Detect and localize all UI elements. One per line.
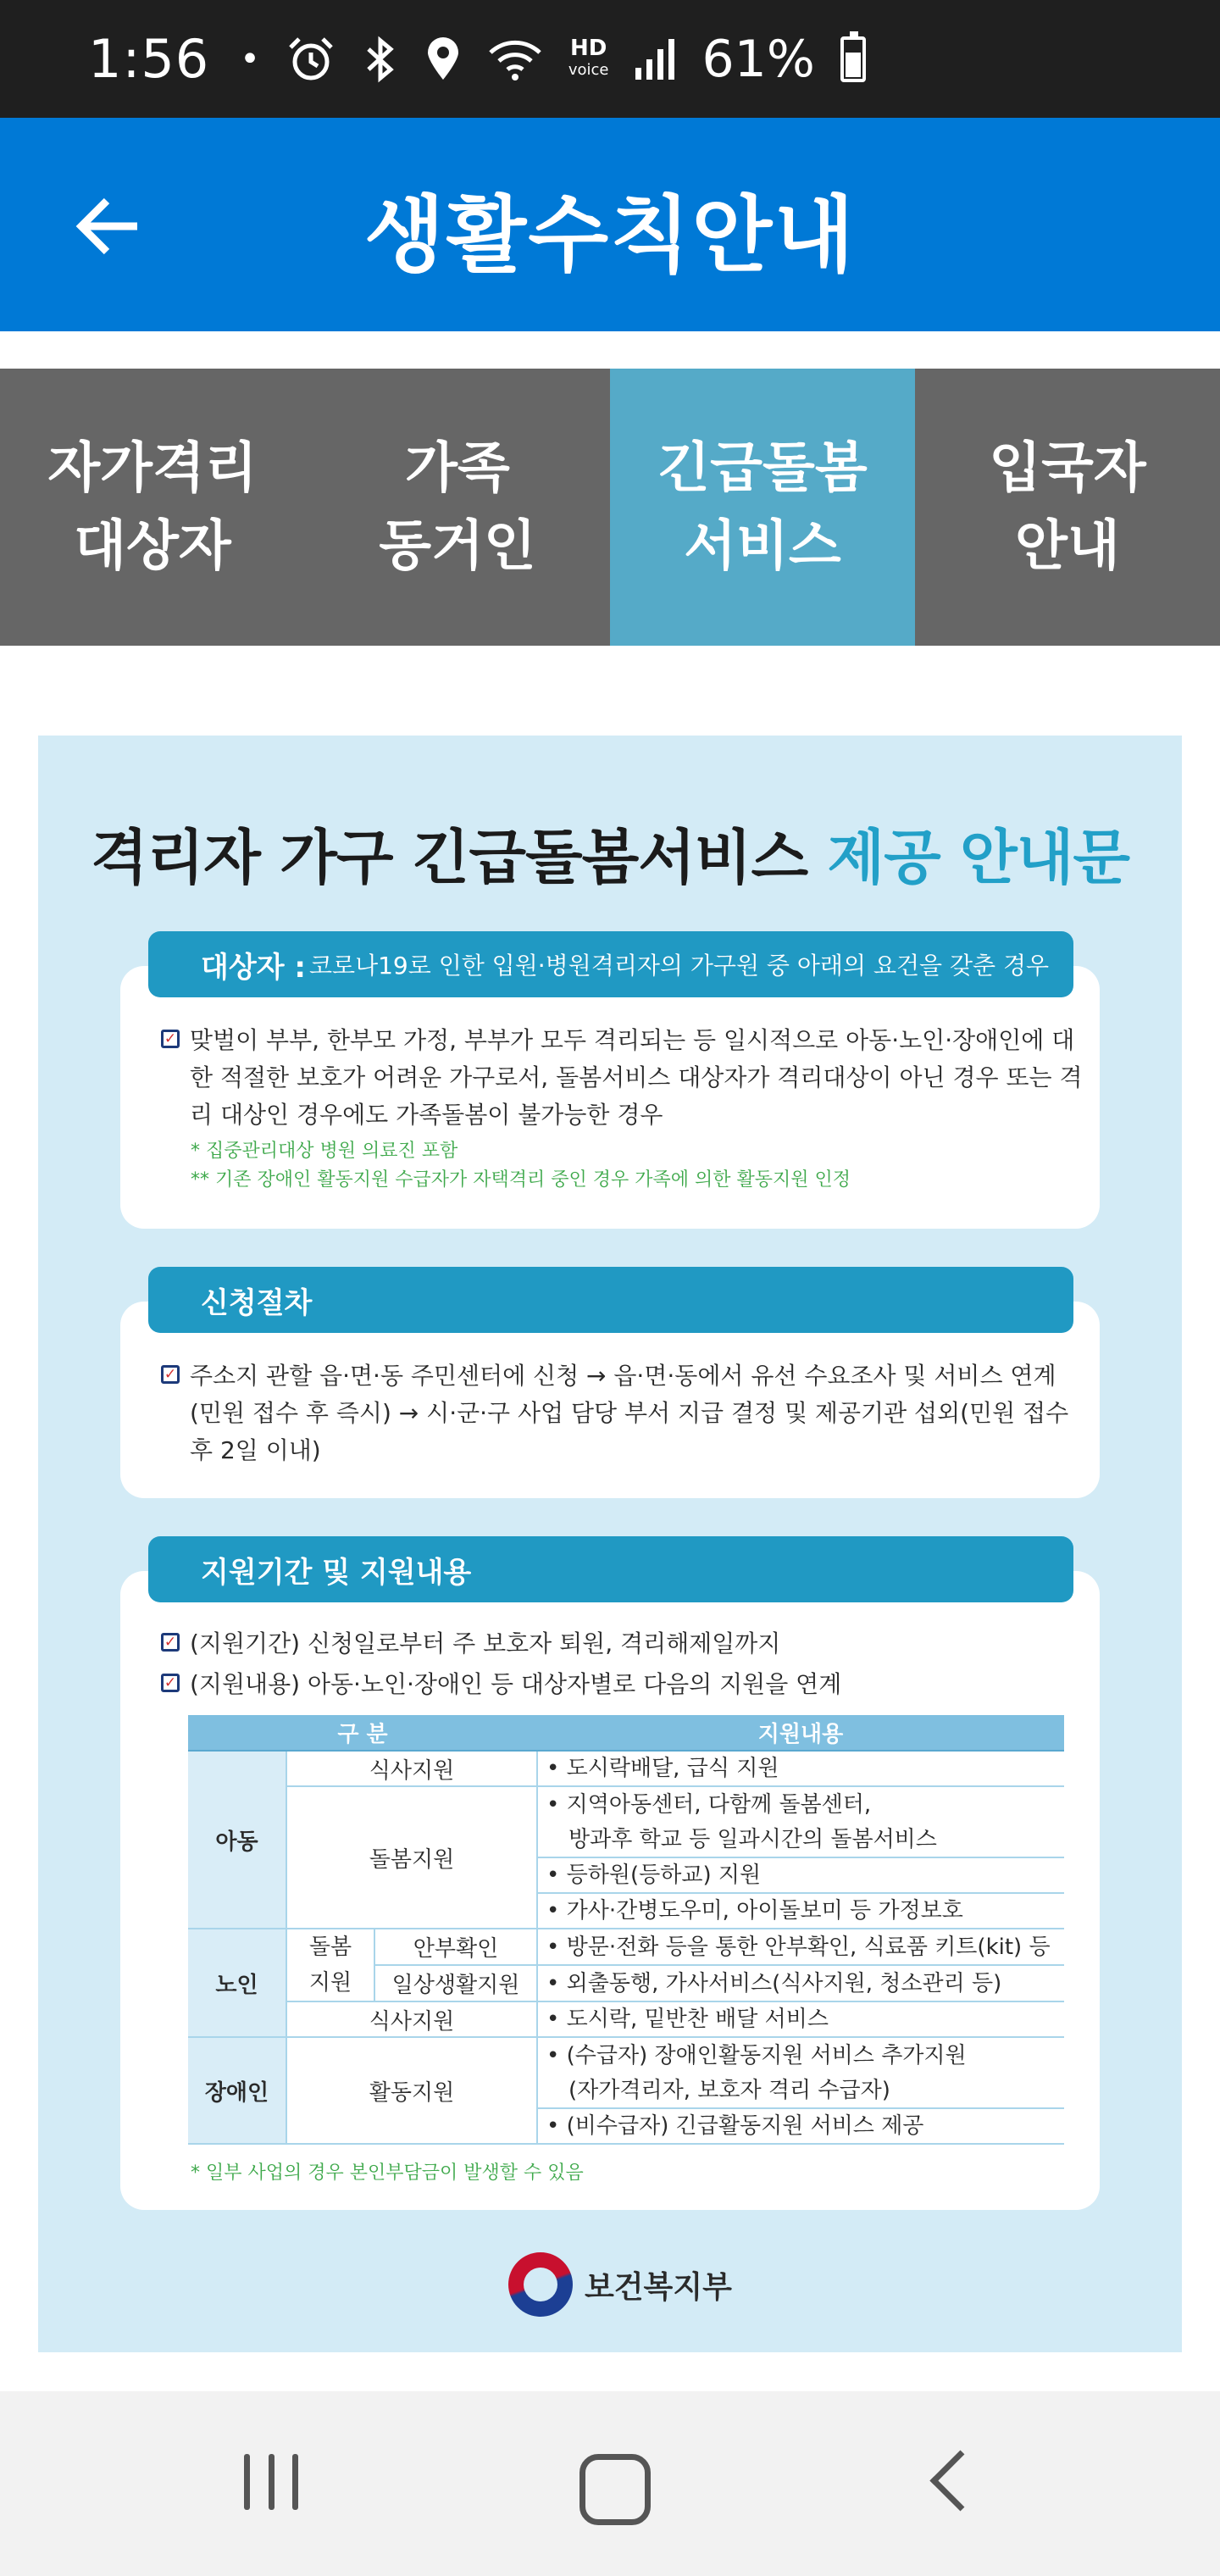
- wifi-icon: [487, 36, 543, 83]
- disabled-desc-2: (자가격리자, 보호자 격리 수급자): [537, 2073, 1064, 2108]
- battery-icon: [840, 36, 866, 82]
- procedure-heading: 신청절차: [148, 1267, 1073, 1333]
- tab-emergency-care[interactable]: 긴급돌봄 서비스: [610, 369, 915, 646]
- child-care-desc-2: 방과후 학교 등 일과시간의 돌봄서비스: [537, 1822, 1064, 1857]
- table-header-content: 지원내용: [537, 1715, 1064, 1751]
- back-nav-icon[interactable]: [915, 2451, 1000, 2518]
- page-title: 생활수칙안내: [363, 187, 856, 284]
- home-icon[interactable]: [568, 2451, 652, 2518]
- table-row: [188, 2037, 1064, 2073]
- group-disabled: 장애인: [188, 2037, 286, 2144]
- child-care: 돌봄지원: [286, 1786, 537, 1929]
- support-heading: 지원기간 및 지원내용: [148, 1536, 1073, 1602]
- status-icons: [240, 30, 866, 89]
- procedure-item: ✓ 주소지 관할 읍·면·동 주민센터에 신청 → 읍·면·동에서 유선 수요조사 및 서비스 연계 (민원 접수 후 즉시) → 시·군·구 사업 담당 부서 지급 결정 및 제공기관 섭외(민원 접수 후 2일 이내): [161, 1357, 1093, 1469]
- support-note: * 일부 사업의 경우 본인부담금이 발생할 수 있음: [191, 2162, 584, 2184]
- target-heading: [148, 931, 1073, 997]
- tab-self-quarantine[interactable]: 자가격리 대상자: [0, 369, 305, 646]
- target-heading-sub: 코로나19로 인한 입원·병원격리자의 가구원 중 아래의 요건을 갖춘 경우: [308, 952, 1050, 980]
- elderly-meal-desc: • 도시락, 밑반찬 배달 서비스: [537, 2001, 1064, 2037]
- support-table: [188, 1715, 1064, 2145]
- hd-sub-label: voice: [568, 60, 609, 79]
- checkbox-icon: ✓: [161, 1674, 180, 1692]
- notice-title-accent: 제공 안내문: [827, 823, 1130, 892]
- recents-icon[interactable]: [229, 2451, 313, 2518]
- taegeuk-emblem-icon: [508, 2252, 573, 2317]
- child-care-desc-1: • 지역아동센터, 다함께 돌봄센터,: [546, 1791, 872, 1818]
- group-child: 아동: [188, 1751, 286, 1929]
- alarm-icon: [286, 36, 336, 83]
- target-item: ✓ 맞벌이 부부, 한부모 가정, 부부가 모두 격리되는 등 일시적으로 아동·노인·장애인에 대한 적절한 보호가 어려운 가구로서, 돌봄서비스 대상자가 격리대상이 아닌 경우 또는 격리 대상인 경우에도 가족돌봄이 불가능한 경우: [161, 1022, 1093, 1134]
- signal-icon: [634, 36, 676, 83]
- app-header: [0, 118, 1220, 331]
- child-meal-desc: • 도시락배달, 급식 지원: [537, 1751, 1064, 1786]
- checkbox-icon: ✓: [161, 1365, 180, 1384]
- child-care-desc-4: • 가사·간병도우미, 아이돌보미 등 가정보호: [537, 1893, 1064, 1929]
- checkbox-icon: ✓: [161, 1030, 180, 1048]
- disabled-desc-1: • (수급자) 장애인활동지원 서비스 추가지원: [546, 2042, 967, 2068]
- tab-bar: [0, 369, 1220, 646]
- notice-title-main: 격리자 가구 긴급돌봄서비스: [90, 823, 808, 892]
- status-bar: [0, 0, 1220, 118]
- table-row: [188, 1929, 1064, 1965]
- target-note-2: ** 기존 장애인 활동지원 수급자가 자택격리 중인 경우 가족에 의한 활동지원 인정: [191, 1169, 851, 1191]
- table-header-row: [188, 1715, 1064, 1751]
- bluetooth-icon: [362, 36, 399, 83]
- tab-family-cohabitant[interactable]: 가족 동거인: [305, 369, 610, 646]
- elderly-check-desc: • 방문·전화 등을 통한 안부확인, 식료품 키트(kit) 등: [537, 1929, 1064, 1965]
- hd-label: HD: [569, 35, 607, 61]
- status-time: 1:56: [88, 28, 210, 90]
- checkbox-icon: ✓: [161, 1633, 180, 1652]
- tab-entrant-guide[interactable]: 입국자 안내: [915, 369, 1220, 646]
- table-row: [188, 1786, 1064, 1822]
- elderly-daily: 일상생활지원: [374, 1965, 537, 2001]
- disabled-desc-3: • (비수급자) 긴급활동지원 서비스 제공: [537, 2108, 1064, 2144]
- elderly-care-group: 돌봄 지원: [286, 1929, 374, 2001]
- support-item-content: ✓ (지원내용) 아동·노인·장애인 등 대상자별로 다음의 지원을 연계: [161, 1666, 1093, 1703]
- target-heading-label: 대상자 :: [201, 950, 306, 985]
- notice-poster: [38, 736, 1182, 2352]
- group-elderly: 노인: [188, 1929, 286, 2037]
- elderly-daily-desc: • 외출동행, 가사서비스(식사지원, 청소관리 등): [537, 1965, 1064, 2001]
- target-note-1: * 집중관리대상 병원 의료진 포함: [191, 1141, 458, 1162]
- ministry-name: 보건복지부: [585, 2269, 732, 2305]
- system-nav-bar: [0, 2391, 1220, 2576]
- support-item-period: ✓ (지원기간) 신청일로부터 주 보호자 퇴원, 격리해제일까지: [161, 1625, 1093, 1663]
- table-row: [188, 1751, 1064, 1786]
- elderly-check: 안부확인: [374, 1929, 537, 1965]
- notification-dot: •: [240, 39, 260, 79]
- notice-title: [38, 810, 1182, 896]
- location-icon: [424, 36, 462, 83]
- hd-voice-icon: [568, 37, 609, 81]
- battery-percent: 61%: [702, 29, 815, 89]
- disabled-activity: 활동지원: [286, 2037, 537, 2144]
- elderly-meal: 식사지원: [286, 2001, 537, 2037]
- battery-fill: [846, 53, 861, 76]
- child-care-desc-3: • 등하원(등하교) 지원: [537, 1857, 1064, 1893]
- child-meal: 식사지원: [286, 1751, 537, 1786]
- ministry-logo: [508, 2252, 732, 2317]
- table-header-category: 구 분: [188, 1715, 537, 1751]
- table-row: [188, 2001, 1064, 2037]
